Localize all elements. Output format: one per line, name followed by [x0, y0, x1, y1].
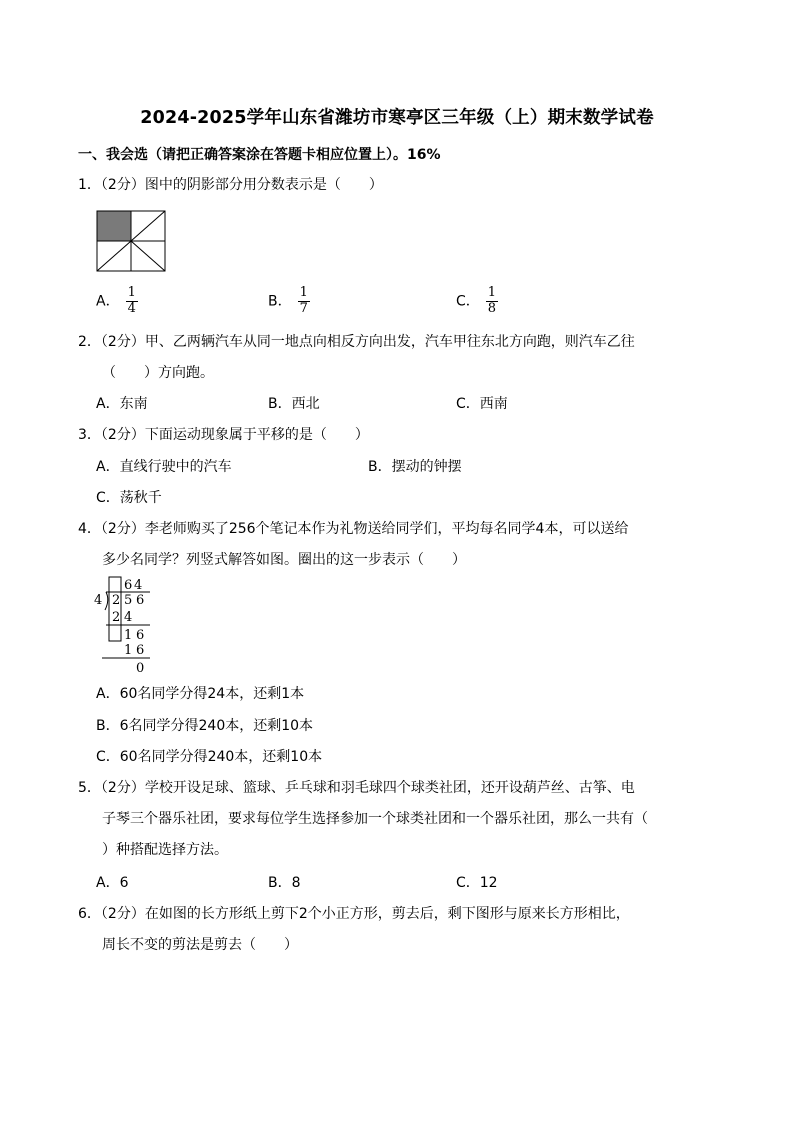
- step-digit: 2: [112, 610, 121, 625]
- step-digit: 1: [124, 643, 133, 658]
- question-6-text-line-1: 6．（2分）在如图的长方形纸上剪下2个小正方形，剪去后，剩下图形与原来长方形相比，: [78, 906, 630, 922]
- question-1-option-b: B． $\frac{1}{7}$: [268, 285, 308, 316]
- question-1-text: 1．（2分）图中的阴影部分用分数表示是（ ）: [78, 177, 383, 193]
- divisor: 4: [94, 593, 103, 608]
- step-digit: 6: [136, 643, 145, 658]
- question-3-option-c: C．荡秋千: [96, 490, 162, 506]
- step-digit: 1: [124, 628, 133, 643]
- question-2-text-line-2: （ ）方向跑。: [102, 365, 214, 381]
- remainder: 0: [136, 661, 145, 676]
- section-heading: 一、我会选（请把正确答案涂在答题卡相应位置上）。16%: [78, 147, 441, 163]
- question-4-option-b: B．6名同学分得240本，还剩10本: [96, 718, 314, 734]
- question-4-option-c: C．60名同学分得240本，还剩10本: [96, 749, 323, 765]
- page-title: 2024-2025学年山东省潍坊市寒亭区三年级（上）期末数学试卷: [140, 108, 654, 128]
- fraction: $\frac{1}{4}$: [127, 285, 136, 316]
- question-5-option-c: C．12: [456, 875, 498, 891]
- question-2-option-b: B．西北: [268, 396, 320, 412]
- question-1-option-c: C． $\frac{1}{8}$: [456, 285, 497, 316]
- question-3-option-a: A．直线行驶中的汽车: [96, 459, 232, 475]
- question-2-text-line-1: 2．（2分）甲、乙两辆汽车从同一地点向相反方向出发，汽车甲往东北方向跑，则汽车乙往: [78, 334, 635, 350]
- question-5-option-b: B．8: [268, 875, 301, 891]
- question-6-text-line-2: 周长不变的剪法是剪去（ ）: [102, 937, 298, 953]
- quotient-digit: 6: [124, 578, 133, 593]
- circled-step: [109, 577, 121, 641]
- shaded-part: [97, 211, 131, 241]
- question-1-figure: [96, 210, 166, 272]
- long-division-figure: [92, 576, 154, 676]
- dividend-digit: 6: [136, 593, 145, 608]
- question-5-option-a: A．6: [96, 875, 129, 891]
- fraction: $\frac{1}{7}$: [299, 285, 308, 316]
- fraction: $\frac{1}{8}$: [487, 285, 497, 316]
- question-5-text-line-2: 子琴三个器乐社团，要求每位学生选择参加一个球类社团和一个器乐社团，那么一共有（: [102, 811, 648, 827]
- question-1-option-a: A． $\frac{1}{4}$: [96, 285, 136, 316]
- question-3-option-b: B．摆动的钟摆: [368, 459, 462, 475]
- step-digit: 4: [124, 610, 133, 625]
- question-4-option-a: A．60名同学分得24本，还剩1本: [96, 686, 305, 702]
- question-2-option-c: C．西南: [456, 396, 508, 412]
- dividend-digit: 5: [124, 593, 133, 608]
- question-5-text-line-1: 5．（2分）学校开设足球、篮球、乒乓球和羽毛球四个球类社团，还开设葫芦丝、古筝、电: [78, 780, 635, 796]
- question-5-text-line-3: ）种搭配选择方法。: [102, 842, 228, 858]
- quotient-digit: 4: [134, 578, 143, 593]
- question-4-text-line-1: 4．（2分）李老师购买了256个笔记本作为礼物送给同学们，平均每名同学4本，可以送给: [78, 521, 629, 537]
- dividend-digit: 2: [112, 593, 121, 608]
- question-2-option-a: A．东南: [96, 396, 148, 412]
- step-digit: 6: [136, 628, 145, 643]
- question-4-text-line-2-wrap: [78, 549, 466, 569]
- question-3-text: 3．（2分）下面运动现象属于平移的是（ ）: [78, 427, 369, 443]
- question-4-text-line-2: 多少名同学？列竖式解答如图。圈出的这一步表示（ ）: [102, 552, 466, 568]
